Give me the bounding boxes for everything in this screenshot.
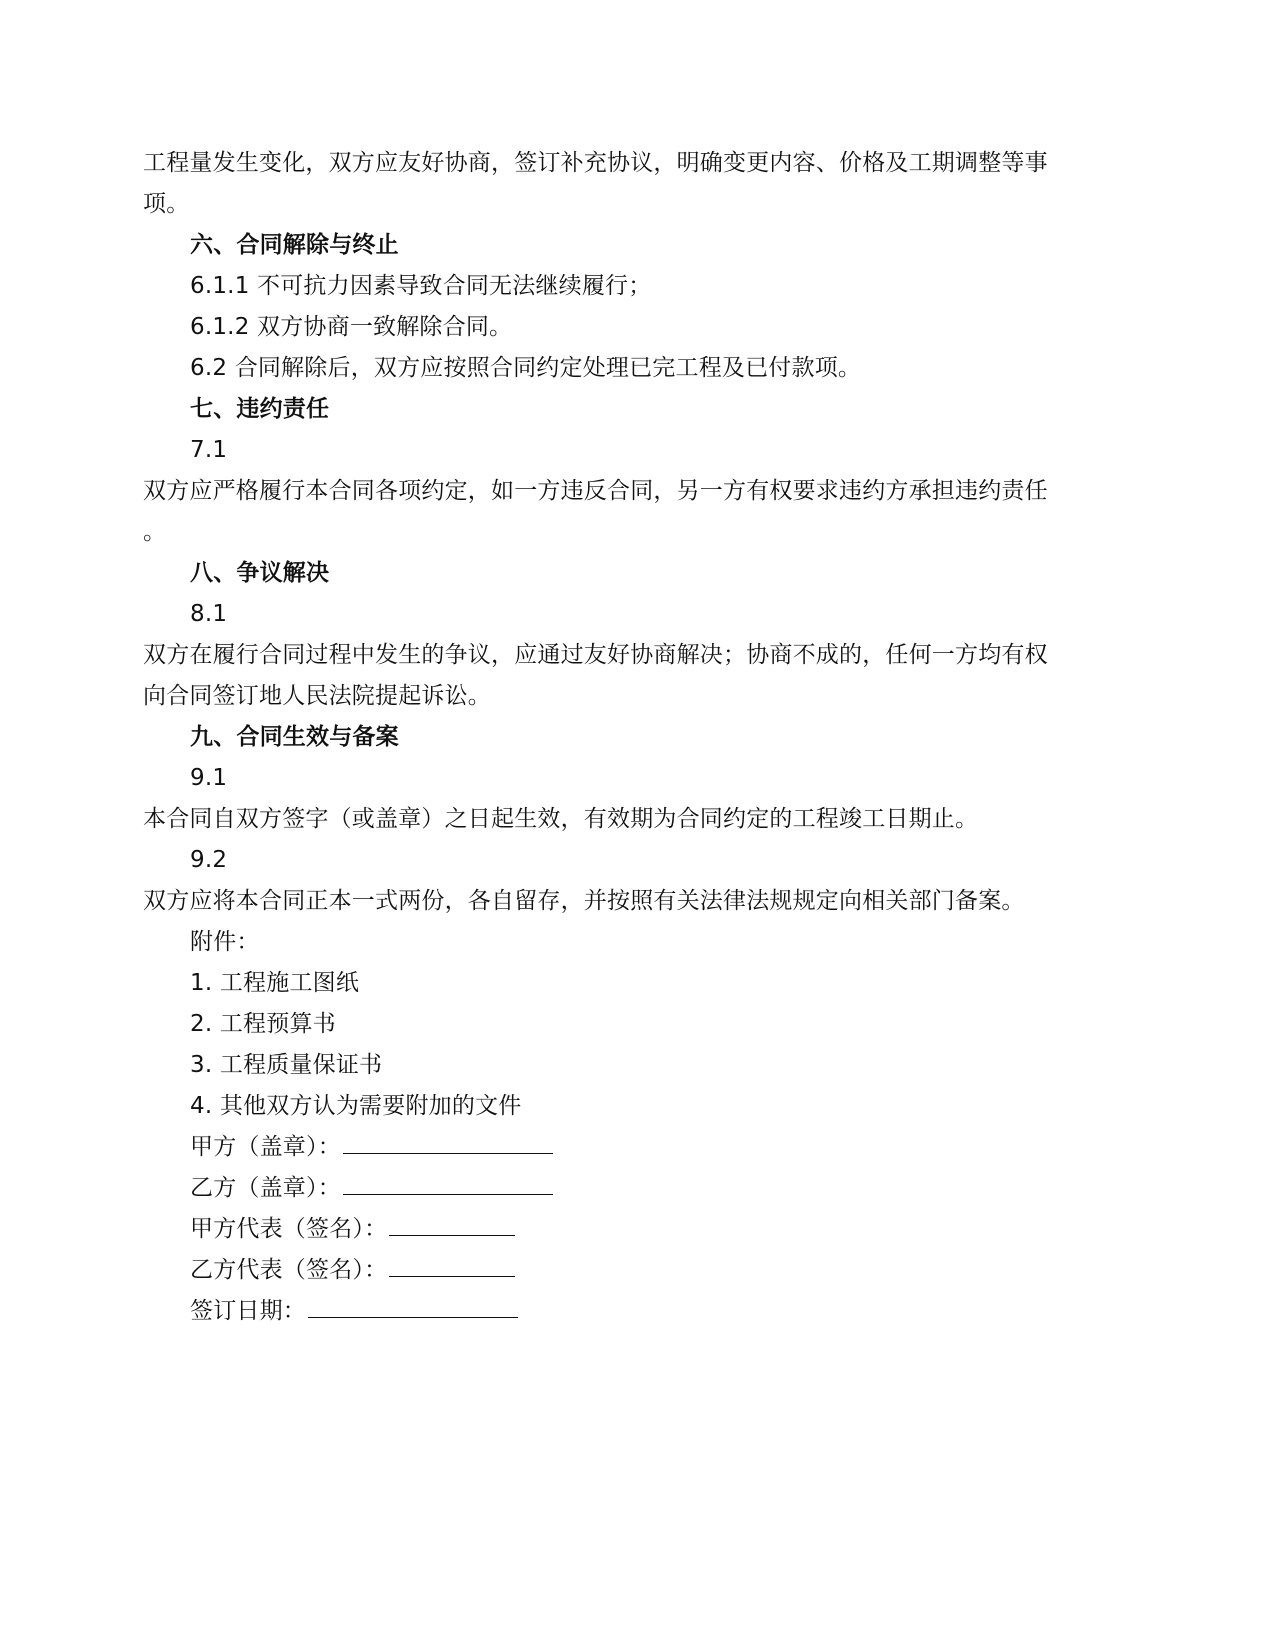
clause-6-1-2: 6.1.2 双方协商一致解除合同。	[190, 314, 513, 340]
clause-number-7-1: 7.1	[190, 437, 228, 463]
clause-9-1-text: 本合同自双方签字（或盖章）之日起生效，有效期为合同约定的工程竣工日期止。	[143, 806, 979, 832]
section-heading-6: 六、合同解除与终止	[190, 232, 399, 258]
clause-6-2: 6.2 合同解除后，双方应按照合同约定处理已完工程及已付款项。	[190, 355, 862, 381]
signature-party-a-rep	[190, 1209, 1150, 1250]
signature-label: 签订日期：	[190, 1298, 306, 1324]
section-heading-7: 七、违约责任	[190, 396, 330, 422]
signature-blank	[389, 1252, 515, 1277]
attachment-item: 2. 工程预算书	[190, 1011, 336, 1037]
paragraph-text: 项。	[143, 191, 190, 217]
signature-blank	[343, 1170, 553, 1195]
signature-label: 甲方代表（签名）：	[190, 1216, 388, 1242]
clause-8-1-text: 双方在履行合同过程中发生的争议，应通过友好协商解决；协商不成的，任何一方均有权	[143, 642, 1048, 668]
section-heading-8: 八、争议解决	[190, 560, 330, 586]
attachments-label: 附件：	[190, 929, 260, 955]
clause-number-8-1: 8.1	[190, 601, 228, 627]
clause-number-9-1: 9.1	[190, 765, 228, 791]
signature-label: 乙方代表（签名）：	[190, 1257, 388, 1283]
clause-7-1-text-end: 。	[143, 519, 167, 545]
attachment-item: 4. 其他双方认为需要附加的文件	[190, 1093, 522, 1119]
clause-number-9-2: 9.2	[190, 847, 228, 873]
signature-party-a-seal	[190, 1127, 1150, 1168]
signature-blank	[343, 1129, 553, 1154]
section-heading-9: 九、合同生效与备案	[190, 724, 399, 750]
signature-blank	[308, 1293, 518, 1318]
attachment-item: 1. 工程施工图纸	[190, 970, 360, 996]
signing-date	[190, 1291, 1150, 1332]
signature-label: 甲方（盖章）：	[190, 1134, 341, 1160]
clause-7-1-text: 双方应严格履行本合同各项约定，如一方违反合同，另一方有权要求违约方承担违约责任	[143, 478, 1048, 504]
signature-party-b-rep	[190, 1250, 1150, 1291]
signature-label: 乙方（盖章）：	[190, 1175, 341, 1201]
clause-9-2-text: 双方应将本合同正本一式两份，各自留存，并按照有关法律法规规定向相关部门备案。	[143, 888, 1025, 914]
clause-8-1-text-end: 向合同签订地人民法院提起诉讼。	[143, 683, 491, 709]
clause-6-1-1: 6.1.1 不可抗力因素导致合同无法继续履行；	[190, 273, 652, 299]
attachment-item: 3. 工程质量保证书	[190, 1052, 383, 1078]
signature-party-b-seal	[190, 1168, 1150, 1209]
paragraph-text: 工程量发生变化，双方应友好协商，签订补充协议，明确变更内容、价格及工期调整等事	[143, 150, 1048, 176]
signature-blank	[389, 1211, 515, 1236]
